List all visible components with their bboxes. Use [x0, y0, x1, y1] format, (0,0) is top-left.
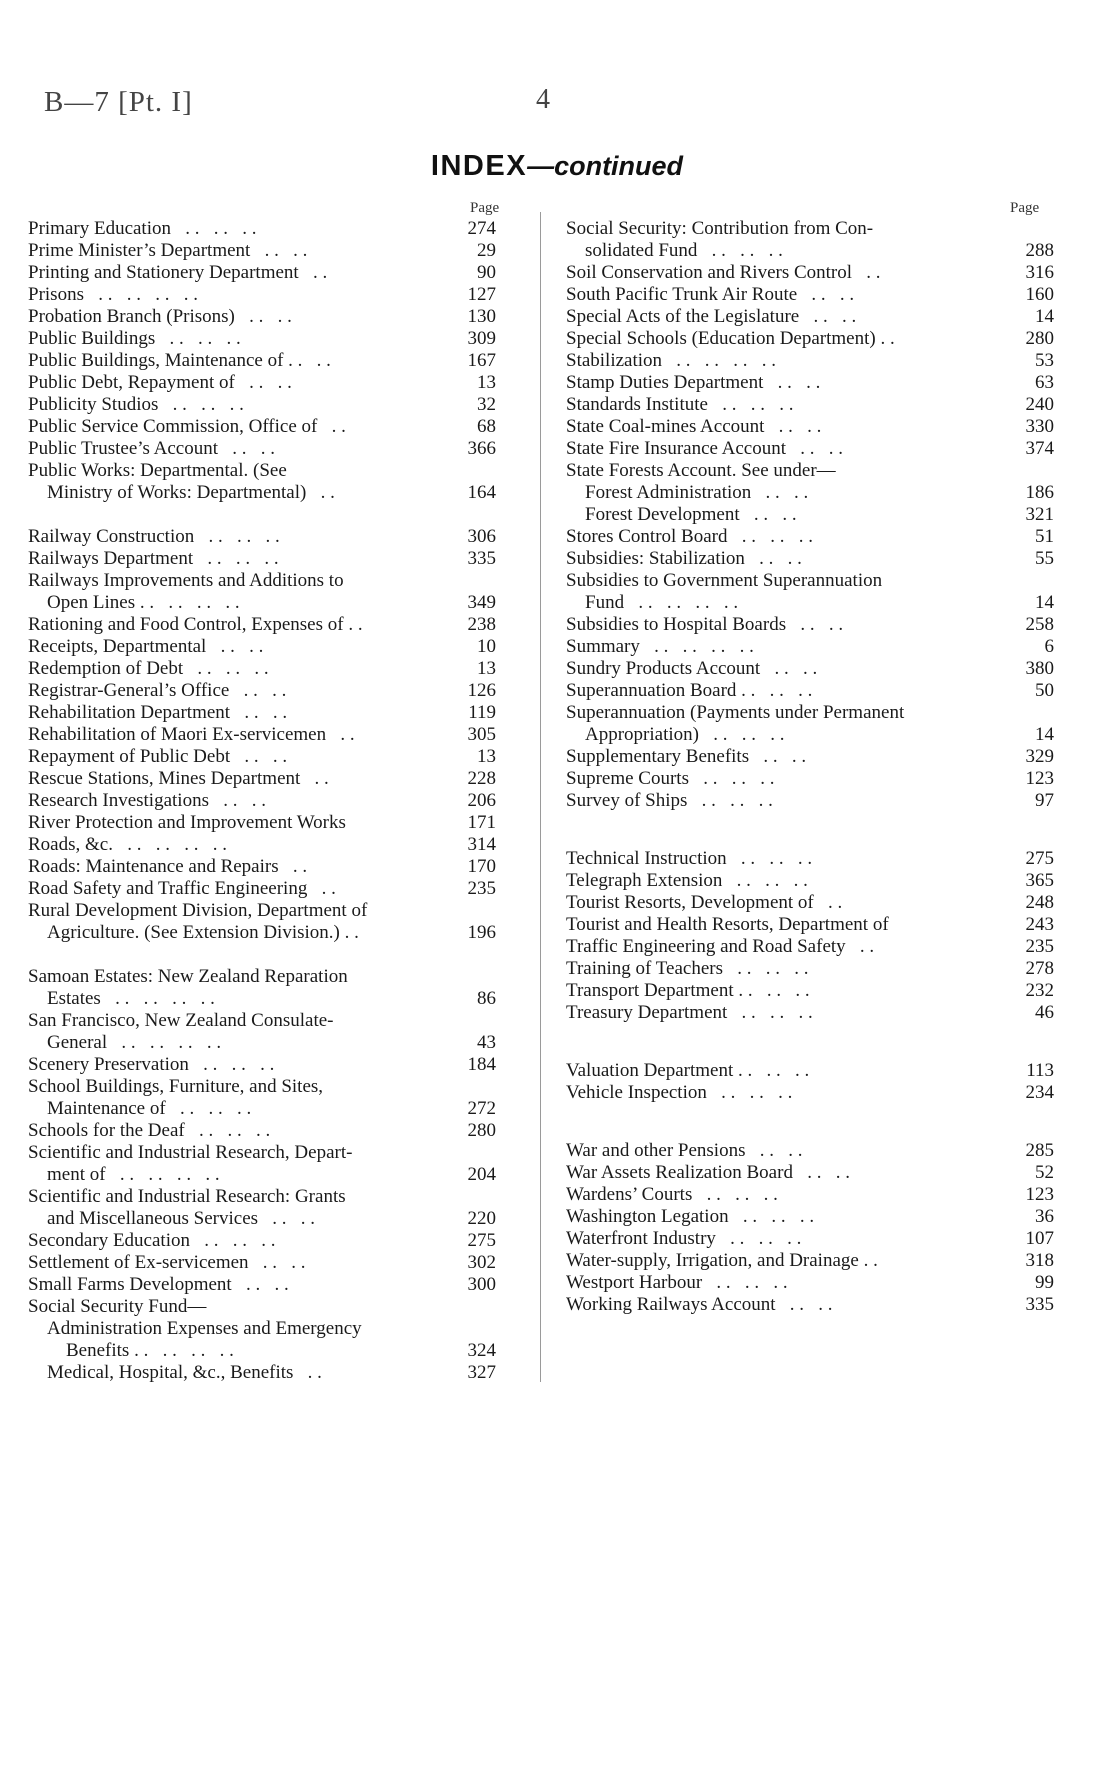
entry-page-number: 235 [1025, 936, 1054, 957]
entry-page-number: 13 [477, 658, 496, 679]
index-entry [566, 768, 1054, 790]
entry-label: Public Trustee’s Account . . . . [28, 438, 276, 459]
index-entry [28, 724, 496, 746]
entry-page-number: 119 [468, 702, 496, 723]
entry-page-number: 309 [467, 328, 496, 349]
entry-page-number: 365 [1025, 870, 1054, 891]
entry-label: Subsidies to Government Superannuation Fund . . . . . . . . [566, 570, 883, 613]
entry-page-number: 330 [1025, 416, 1054, 437]
entry-label: Stores Control Board . . . . . . [566, 526, 813, 547]
entry-label: Probation Branch (Prisons) . . . . [28, 306, 292, 327]
entry-page-number: 335 [467, 548, 496, 569]
entry-label: Rehabilitation Department . . . . [28, 702, 288, 723]
group-spacer [28, 504, 496, 526]
index-entry [28, 1230, 496, 1252]
index-entry [28, 1296, 496, 1318]
entry-label: Subsidies: Stabilization . . . . [566, 548, 802, 569]
index-entry [28, 372, 496, 394]
index-entry [566, 328, 1054, 350]
entry-page-number: 126 [467, 680, 496, 701]
entry-page-number: 349 [467, 592, 496, 613]
index-entry [28, 658, 496, 680]
index-entry [566, 980, 1054, 1002]
entry-label: Prime Minister’s Department . . . . [28, 240, 308, 261]
entry-page-number: 288 [1025, 240, 1054, 261]
entry-label: Water-supply, Irrigation, and Drainage . . [566, 1250, 878, 1271]
entry-label: Standards Institute . . . . . . [566, 394, 794, 415]
entry-label: Administration Expenses and Emergency Benefits . . . . . . . . [47, 1318, 362, 1361]
title-main: INDEX [430, 150, 528, 182]
entry-label: Wardens’ Courts . . . . . . [566, 1184, 778, 1205]
entry-page-number: 335 [1025, 1294, 1054, 1315]
entry-label: Printing and Stationery Department . . [28, 262, 328, 283]
entry-page-number: 130 [467, 306, 496, 327]
entry-label: San Francisco, New Zealand Consulate- General . . . . . . . . [28, 1010, 334, 1053]
entry-label: Summary . . . . . . . . [566, 636, 754, 657]
entry-page-number: 274 [467, 218, 496, 239]
index-entry [28, 438, 496, 460]
entry-page-number: 14 [1035, 592, 1054, 613]
index-entry [28, 262, 496, 284]
index-entry [566, 1228, 1054, 1250]
entry-page-number: 329 [1025, 746, 1054, 767]
entry-label: Railway Construction . . . . . . [28, 526, 280, 547]
column-divider [540, 212, 541, 1382]
index-entry [28, 1142, 496, 1186]
entry-page-number: 220 [467, 1208, 496, 1229]
document-code: B—7 [Pt. I] [44, 86, 193, 118]
entry-page-number: 278 [1025, 958, 1054, 979]
group-spacer [566, 812, 1054, 848]
entry-label: Repayment of Public Debt . . . . [28, 746, 288, 767]
entry-label: State Fire Insurance Account . . . . [566, 438, 844, 459]
entry-page-number: 184 [467, 1054, 496, 1075]
entry-page-number: 164 [467, 482, 496, 503]
entry-label: Westport Harbour . . . . . . [566, 1272, 788, 1293]
page-column-label-right: Page [1010, 200, 1040, 216]
index-entry [28, 284, 496, 306]
entry-page-number: 275 [467, 1230, 496, 1251]
title-continued: —continued [527, 151, 684, 181]
index-entry [28, 1186, 496, 1230]
entry-label: Supplementary Benefits . . . . [566, 746, 807, 767]
entry-page-number: 43 [477, 1032, 496, 1053]
index-entry [28, 768, 496, 790]
entry-page-number: 238 [467, 614, 496, 635]
entry-label: Settlement of Ex-servicemen . . . . [28, 1252, 306, 1273]
index-entry [28, 1274, 496, 1296]
index-entry [566, 218, 1054, 262]
index-entry [566, 1002, 1054, 1024]
entry-label: Special Schools (Education Department) . . [566, 328, 895, 349]
entry-page-number: 318 [1025, 1250, 1054, 1271]
index-entry [28, 636, 496, 658]
entry-page-number: 123 [1025, 1184, 1054, 1205]
entry-page-number: 327 [467, 1362, 496, 1383]
index-entry [566, 1184, 1054, 1206]
entry-page-number: 258 [1025, 614, 1054, 635]
entry-label: Publicity Studios . . . . . . [28, 394, 244, 415]
entry-label: Rural Development Division, Department of Agriculture. (See Extension Division.) . . [28, 900, 368, 943]
entry-label: Public Service Commission, Office of . . [28, 416, 346, 437]
entry-label: War Assets Realization Board . . . . [566, 1162, 850, 1183]
entry-page-number: 324 [467, 1340, 496, 1361]
entry-page-number: 14 [1035, 724, 1054, 745]
entry-label: Forest Administration . . . . [566, 482, 809, 503]
entry-page-number: 196 [467, 922, 496, 943]
entry-page-number: 380 [1025, 658, 1054, 679]
entry-page-number: 171 [467, 812, 496, 833]
entry-label: Primary Education . . . . . . [28, 218, 257, 239]
entry-label: Prisons . . . . . . . . [28, 284, 198, 305]
index-entry [28, 306, 496, 328]
entry-page-number: 51 [1035, 526, 1054, 547]
entry-label: Scientific and Industrial Research, Depart- ment of . . . . . . . . [28, 1142, 353, 1185]
index-entry [566, 482, 1054, 504]
entry-label: Public Buildings . . . . . . [28, 328, 241, 349]
entry-page-number: 374 [1025, 438, 1054, 459]
entry-page-number: 50 [1035, 680, 1054, 701]
index-entry [28, 1362, 496, 1384]
entry-page-number: 13 [477, 372, 496, 393]
index-entry [28, 900, 496, 944]
index-entry [28, 878, 496, 900]
entry-label: Tourist Resorts, Development of . . [566, 892, 843, 913]
entry-page-number: 275 [1025, 848, 1054, 869]
index-entry [28, 526, 496, 548]
index-entry [566, 936, 1054, 958]
entry-label: Stabilization . . . . . . . . [566, 350, 777, 371]
entry-label: Public Buildings, Maintenance of . . . . [28, 350, 331, 371]
index-entry [566, 570, 1054, 614]
index-entry [566, 1294, 1054, 1316]
entry-page-number: 170 [467, 856, 496, 877]
index-entry [566, 306, 1054, 328]
index-entry [28, 218, 496, 240]
entry-page-number: 13 [477, 746, 496, 767]
index-entry [566, 1162, 1054, 1184]
entry-label: Roads: Maintenance and Repairs . . [28, 856, 308, 877]
index-entry [28, 240, 496, 262]
entry-label: Rationing and Food Control, Expenses of . . [28, 614, 363, 635]
entry-page-number: 127 [467, 284, 496, 305]
entry-label: Roads, &c. . . . . . . . . [28, 834, 227, 855]
entry-page-number: 63 [1035, 372, 1054, 393]
entry-label: Treasury Department . . . . . . [566, 1002, 813, 1023]
entry-page-number: 321 [1025, 504, 1054, 525]
index-entry [566, 548, 1054, 570]
entry-label: War and other Pensions . . . . [566, 1140, 803, 1161]
index-entry [28, 614, 496, 636]
entry-page-number: 305 [467, 724, 496, 745]
entry-label: Washington Legation . . . . . . [566, 1206, 815, 1227]
entry-page-number: 160 [1025, 284, 1054, 305]
entry-page-number: 316 [1025, 262, 1054, 283]
index-entry [28, 394, 496, 416]
index-entry [566, 394, 1054, 416]
index-entry [566, 438, 1054, 460]
index-entry [566, 870, 1054, 892]
entry-label: Rehabilitation of Maori Ex-servicemen . . [28, 724, 355, 745]
entry-label: Secondary Education . . . . . . [28, 1230, 276, 1251]
entry-label: Vehicle Inspection . . . . . . [566, 1082, 793, 1103]
entry-page-number: 10 [477, 636, 496, 657]
index-entry [566, 746, 1054, 768]
index-entry [566, 1250, 1054, 1272]
index-column-right [566, 218, 1054, 1316]
entry-page-number: 90 [477, 262, 496, 283]
entry-label: River Protection and Improvement Works [28, 812, 346, 833]
index-column-left [28, 218, 496, 1384]
entry-label: Working Railways Account . . . . [566, 1294, 833, 1315]
entry-label: Public Works: Departmental. (See Ministry of Works: Departmental) . . [28, 460, 335, 503]
entry-label: Supreme Courts . . . . . . [566, 768, 775, 789]
entry-label: Scenery Preservation . . . . . . [28, 1054, 275, 1075]
index-entry [566, 526, 1054, 548]
entry-page-number: 285 [1025, 1140, 1054, 1161]
entry-page-number: 167 [467, 350, 496, 371]
entry-label: Samoan Estates: New Zealand Reparation Estates . . . . . . . . [28, 966, 348, 1009]
index-entry [28, 1076, 496, 1120]
group-spacer [566, 1024, 1054, 1060]
entry-page-number: 68 [477, 416, 496, 437]
index-entry [566, 636, 1054, 658]
entry-page-number: 280 [467, 1120, 496, 1141]
index-entry [28, 350, 496, 372]
page-title [0, 150, 1114, 183]
index-entry [566, 892, 1054, 914]
entry-label: State Coal-mines Account . . . . [566, 416, 822, 437]
index-entry [28, 746, 496, 768]
index-entry [566, 1206, 1054, 1228]
index-entry [28, 1120, 496, 1142]
entry-page-number: 6 [1044, 636, 1054, 657]
index-entry [566, 790, 1054, 812]
entry-page-number: 52 [1035, 1162, 1054, 1183]
index-entry [566, 680, 1054, 702]
entry-label: Training of Teachers . . . . . . [566, 958, 809, 979]
entry-page-number: 206 [467, 790, 496, 811]
index-entry [566, 702, 1054, 746]
entry-page-number: 235 [467, 878, 496, 899]
entry-label: Tourist and Health Resorts, Department of [566, 914, 889, 935]
entry-label: Special Acts of the Legislature . . . . [566, 306, 857, 327]
page-number: 4 [536, 84, 550, 115]
index-entry [28, 460, 496, 504]
entry-label: Survey of Ships . . . . . . [566, 790, 773, 811]
page-column-label-left: Page [470, 200, 500, 216]
entry-label: Public Debt, Repayment of . . . . [28, 372, 292, 393]
entry-page-number: 36 [1035, 1206, 1054, 1227]
index-entry [28, 834, 496, 856]
entry-page-number: 272 [467, 1098, 496, 1119]
entry-label: Forest Development . . . . [566, 504, 797, 525]
index-entry [566, 1060, 1054, 1082]
index-entry [566, 504, 1054, 526]
index-entry [28, 790, 496, 812]
entry-page-number: 366 [467, 438, 496, 459]
entry-label: Railways Department . . . . . . [28, 548, 279, 569]
index-entry [566, 658, 1054, 680]
entry-page-number: 14 [1035, 306, 1054, 327]
entry-page-number: 99 [1035, 1272, 1054, 1293]
entry-label: Subsidies to Hospital Boards . . . . [566, 614, 844, 635]
entry-page-number: 46 [1035, 1002, 1054, 1023]
index-entry [28, 1318, 496, 1362]
entry-label: Stamp Duties Department . . . . [566, 372, 821, 393]
index-entry [566, 1140, 1054, 1162]
index-entry [566, 372, 1054, 394]
entry-label: School Buildings, Furniture, and Sites, Maintenance of . . . . . . [28, 1076, 324, 1119]
entry-label: South Pacific Trunk Air Route . . . . [566, 284, 855, 305]
index-entry [28, 966, 496, 1010]
entry-label: Telegraph Extension . . . . . . [566, 870, 808, 891]
entry-label: Social Security Fund— [28, 1296, 207, 1317]
entry-page-number: 55 [1035, 548, 1054, 569]
group-spacer [28, 944, 496, 966]
entry-label: Road Safety and Traffic Engineering . . [28, 878, 336, 899]
index-entry [28, 328, 496, 350]
entry-page-number: 300 [467, 1274, 496, 1295]
entry-page-number: 232 [1025, 980, 1054, 1001]
index-entry [566, 350, 1054, 372]
entry-page-number: 240 [1025, 394, 1054, 415]
entry-page-number: 29 [477, 240, 496, 261]
entry-label: State Forests Account. See under— [566, 460, 836, 481]
index-entry [28, 680, 496, 702]
entry-page-number: 186 [1025, 482, 1054, 503]
entry-label: Transport Department . . . . . . [566, 980, 810, 1001]
index-entry [28, 570, 496, 614]
entry-label: Scientific and Industrial Research: Grants and Miscellaneous Services . . . . [28, 1186, 346, 1229]
entry-page-number: 302 [467, 1252, 496, 1273]
index-entry [566, 262, 1054, 284]
index-entry [566, 958, 1054, 980]
entry-page-number: 234 [1025, 1082, 1054, 1103]
index-entry [28, 1054, 496, 1076]
index-entry [566, 914, 1054, 936]
entry-page-number: 107 [1025, 1228, 1054, 1249]
entry-page-number: 314 [467, 834, 496, 855]
entry-label: Schools for the Deaf . . . . . . [28, 1120, 271, 1141]
entry-page-number: 53 [1035, 350, 1054, 371]
entry-page-number: 32 [477, 394, 496, 415]
index-entry [566, 460, 1054, 482]
entry-label: Small Farms Development . . . . [28, 1274, 289, 1295]
entry-page-number: 248 [1025, 892, 1054, 913]
entry-label: Traffic Engineering and Road Safety . . [566, 936, 875, 957]
entry-label: Registrar-General’s Office . . . . [28, 680, 287, 701]
entry-label: Medical, Hospital, &c., Benefits . . [28, 1362, 322, 1383]
entry-label: Superannuation Board . . . . . . [566, 680, 813, 701]
index-entry [28, 416, 496, 438]
index-entry [566, 1272, 1054, 1294]
index-entry [28, 702, 496, 724]
entry-label: Valuation Department . . . . . . [566, 1060, 810, 1081]
index-entry [28, 1010, 496, 1054]
index-entry [28, 856, 496, 878]
entry-page-number: 113 [1026, 1060, 1054, 1081]
index-entry [566, 1082, 1054, 1104]
entry-label: Social Security: Contribution from Con- solidated Fund . . . . . . [566, 218, 874, 261]
entry-label: Receipts, Departmental . . . . [28, 636, 264, 657]
entry-label: Soil Conservation and Rivers Control . . [566, 262, 881, 283]
entry-page-number: 204 [467, 1164, 496, 1185]
entry-label: Waterfront Industry . . . . . . [566, 1228, 802, 1249]
entry-page-number: 123 [1025, 768, 1054, 789]
entry-label: Rescue Stations, Mines Department . . [28, 768, 329, 789]
index-entry [28, 548, 496, 570]
entry-page-number: 280 [1025, 328, 1054, 349]
entry-label: Technical Instruction . . . . . . [566, 848, 813, 869]
index-entry [566, 284, 1054, 306]
index-entry [566, 614, 1054, 636]
entry-label: Research Investigations . . . . [28, 790, 266, 811]
entry-page-number: 228 [467, 768, 496, 789]
entry-label: Superannuation (Payments under Permanent Appropriation) . . . . . . [566, 702, 905, 745]
entry-label: Redemption of Debt . . . . . . [28, 658, 269, 679]
entry-page-number: 243 [1025, 914, 1054, 935]
index-entry [566, 416, 1054, 438]
index-entry [566, 848, 1054, 870]
entry-page-number: 97 [1035, 790, 1054, 811]
entry-label: Sundry Products Account . . . . [566, 658, 818, 679]
index-entry [28, 812, 496, 834]
index-entry [28, 1252, 496, 1274]
entry-label: Railways Improvements and Additions to Open Lines . . . . . . . . [28, 570, 344, 613]
group-spacer [566, 1104, 1054, 1140]
entry-page-number: 86 [477, 988, 496, 1009]
entry-page-number: 306 [467, 526, 496, 547]
